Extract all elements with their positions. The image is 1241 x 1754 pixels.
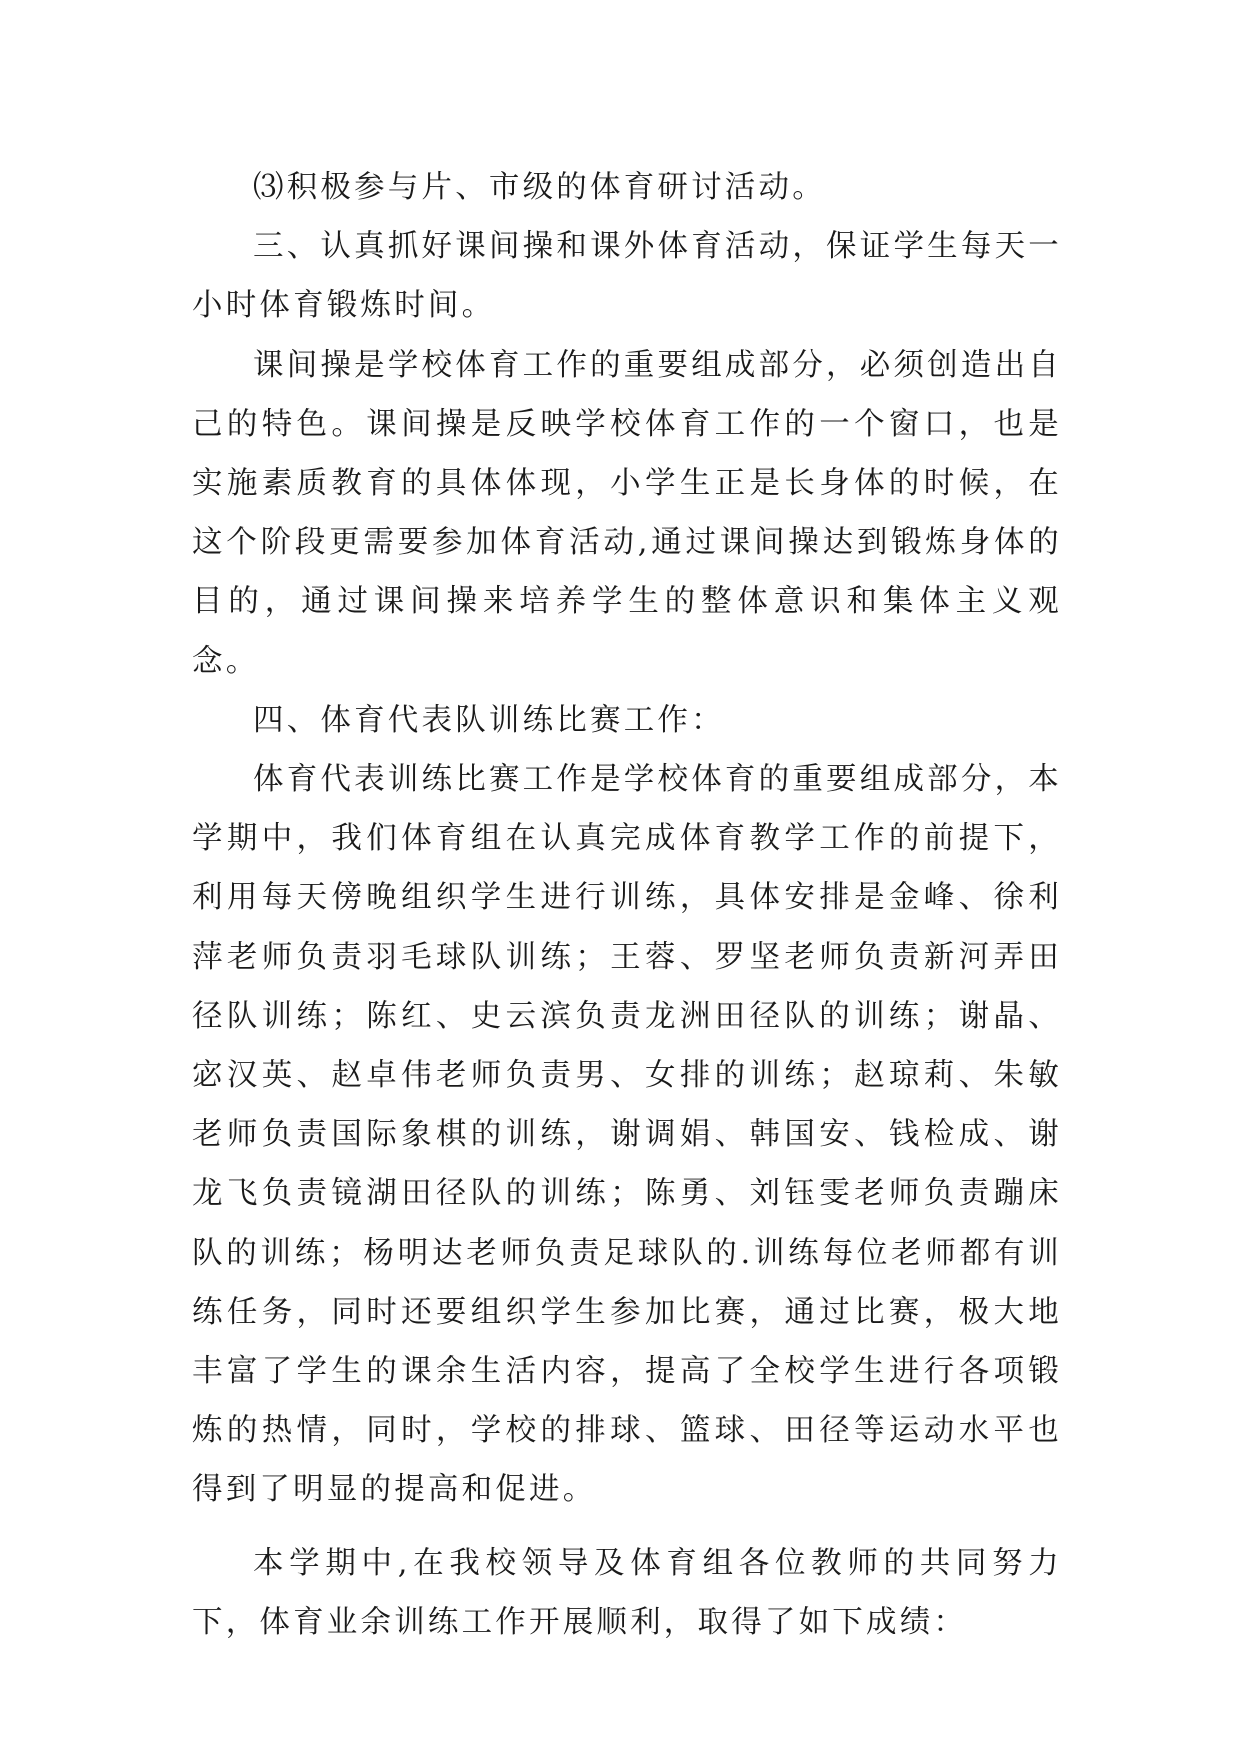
section-heading-four: 四、体育代表队训练比赛工作： — [253, 702, 725, 738]
paragraph-item-3: ⑶积极参与片、市级的体育研讨活动。 — [253, 170, 826, 205]
paragraph-training: 体育代表训练比赛工作是学校体育的重要组成部分，本学期中，我们体育组在认真完成体育教学工作的前提下，利用每天傍晚组织学生进行训练，具体安排是金峰、徐利萍老师负责羽毛球队训练；王蓉、罗坚老师负责新河弄田径队训练；陈红、史云滨负责龙洲田径队的训练；谢晶、宓汉英、赵卓伟老师负责男、女排的训练；赵琼莉、朱敏老师负责国际象棋的训练，谢调娟、韩国安、钱检成、谢龙飞负责镜湖田径队的训练；陈勇、刘钰雯老师负责蹦床队的训练；杨明达老师负责足球队的.训练每位老师都有训练任务，同时还要组织学生参加比赛，通过比赛，极大地丰富了学生的课余生活内容，提高了全校学生进行各项锻炼的热情，同时，学校的排球、篮球、田径等运动水平也得到了明显的提高和促进。 — [192, 762, 1062, 1508]
paragraph-exercise: 课间操是学校体育工作的重要组成部分，必须创造出自己的特色。课间操是反映学校体育工作的一个窗口，也是实施素质教育的具体体现，小学生正是长身体的时候，在这个阶段更需要参加体育活动,通过课间操达到锻炼身体的目的，通过课间操来培养学生的整体意识和集体主义观念。 — [192, 347, 1062, 679]
paragraph-results: 本学期中,在我校领导及体育组各位教师的共同努力下，体育业余训练工作开展顺利，取得了如下成绩： — [192, 1545, 1062, 1640]
section-heading-three: 三、认真抓好课间操和课外体育活动，保证学生每天一小时体育锻炼时间。 — [192, 229, 1062, 324]
document-body — [192, 158, 1062, 1652]
